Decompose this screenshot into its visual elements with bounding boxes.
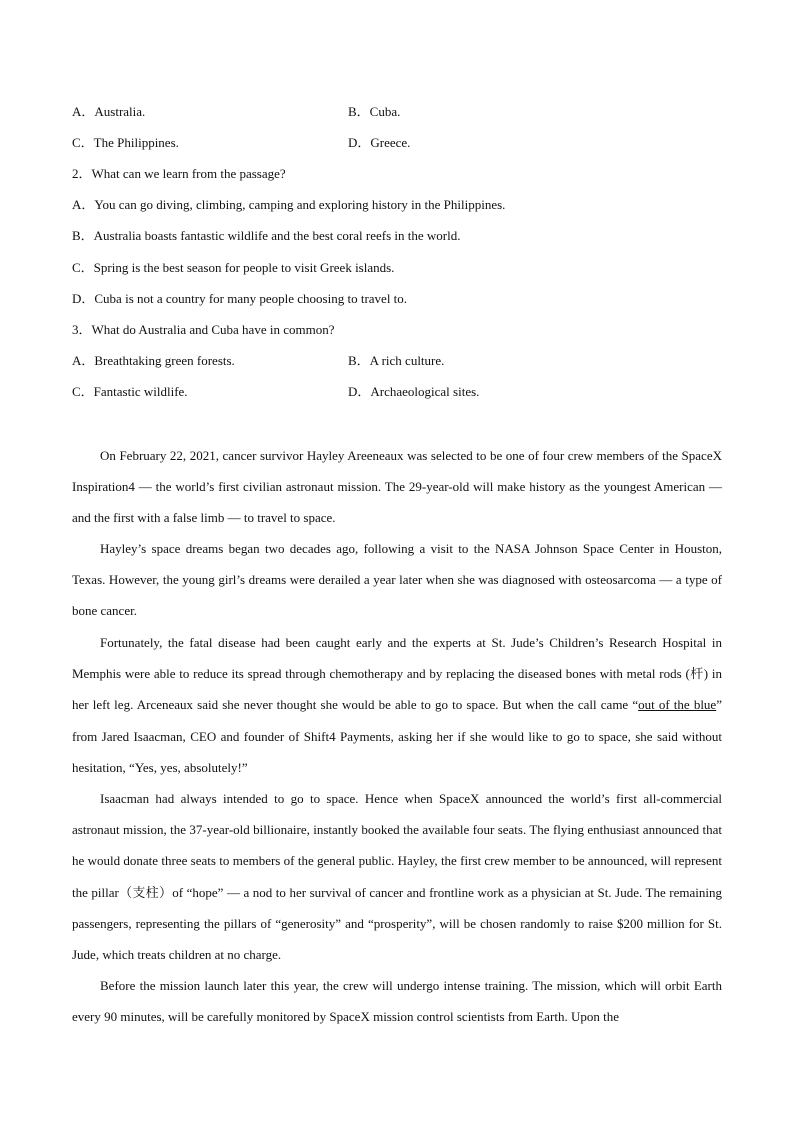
q2-option-d: D．Cuba is not a country for many people choosing to travel to. (72, 291, 408, 306)
paragraph-3-text-before: Fortunately, the fatal disease had been caught early and the experts at St. Jude’s Children’s Research Hospital in Memphis were able to reduce its spread through chemotherapy and by replacing the diseased bones with metal rods (杆) in her left leg. Arceneaux said she never thought she would be able to go to space. But when the call came “ (72, 635, 722, 713)
q3-option-c: C．Fantastic wildlife. (72, 384, 188, 399)
q1-option-a: A．Australia. (72, 104, 146, 119)
q2-stem: 2．What can we learn from the passage? (72, 166, 286, 181)
q2-option-c: C．Spring is the best season for people to visit Greek islands. (72, 260, 395, 275)
q2-option-a: A．You can go diving, climbing, camping and exploring history in the Philippines. (72, 197, 506, 212)
underlined-phrase: out of the blue (638, 697, 717, 713)
paragraph-3-text-after: ” from Jared Isaacman, CEO and founder of Shift4 Payments, asking her if she would like to go to space, she said without hesitation, “Yes, yes, absolutely!” (72, 697, 722, 775)
q3-option-b: B．A rich culture. (348, 353, 445, 368)
passage-paragraph-4: Isaacman had always intended to go to space. Hence when SpaceX announced the world’s first all-commercial astronaut mission, the 37-year-old billionaire, instantly booked the available four seats. The flying enthusiast announced that he would donate three seats to members of the general public. Hayley, the first crew member to be announced, will represent the pillar（支柱）of “hope” — a nod to her survival of cancer and frontline work as a physician at St. Jude. The remaining passengers, representing the pillars of “generosity” and “prosperity”, will be chosen randomly to raise $200 million for St. Jude, which treats children at no charge. (72, 791, 722, 963)
q1-option-d: D．Greece. (348, 135, 411, 150)
q3-stem: 3．What do Australia and Cuba have in common? (72, 322, 335, 337)
q2-option-b: B．Australia boasts fantastic wildlife and the best coral reefs in the world. (72, 228, 461, 243)
q3-option-d: D．Archaeological sites. (348, 384, 480, 399)
passage-paragraph-3 (72, 627, 722, 783)
q3-option-a: A．Breathtaking green forests. (72, 353, 235, 368)
passage-paragraph-1: On February 22, 2021, cancer survivor Hayley Areeneaux was selected to be one of four crew members of the SpaceX Inspiration4 — the world’s first civilian astronaut mission. The 29-year-old will make history as the youngest American — and the first with a false limb — to travel to space. (72, 448, 722, 526)
passage-paragraph-2: Hayley’s space dreams began two decades ago, following a visit to the NASA Johnson Space Center in Houston, Texas. However, the young girl’s dreams were derailed a year later when she was diagnosed with osteosarcoma — a type of bone cancer. (72, 541, 722, 619)
q1-option-b: B．Cuba. (348, 104, 401, 119)
q1-option-c: C．The Philippines. (72, 135, 179, 150)
passage-paragraph-5: Before the mission launch later this year, the crew will undergo intense training. The mission, which will orbit Earth every 90 minutes, will be carefully monitored by SpaceX mission control scientists from Earth. Upon the (72, 978, 722, 1025)
